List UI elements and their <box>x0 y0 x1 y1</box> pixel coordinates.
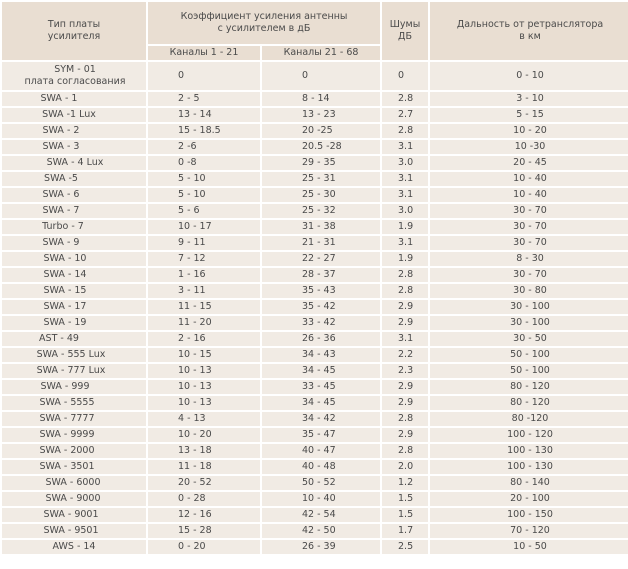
table-row <box>2 92 628 106</box>
header-ch2: Каналы 21 - 68 <box>262 46 380 60</box>
cell-noise: 3.0 <box>382 204 428 218</box>
cell-range: 100 - 130 <box>430 460 628 474</box>
cell-type: SWA - 777 Lux <box>2 364 146 378</box>
cell-range: 10 - 40 <box>430 172 628 186</box>
cell-ch1: 5 - 10 <box>148 188 260 202</box>
cell-ch1: 1 - 16 <box>148 268 260 282</box>
cell-type: SWA - 19 <box>2 316 146 330</box>
cell-type: SWA - 4 Lux <box>2 156 146 170</box>
cell-range: 80 - 120 <box>430 380 628 394</box>
cell-range: 8 - 30 <box>430 252 628 266</box>
cell-noise: 3.1 <box>382 332 428 346</box>
cell-ch2: 34 - 42 <box>262 412 380 426</box>
cell-ch1: 10 - 20 <box>148 428 260 442</box>
header-gain: Коэффициент усиления антенны с усилителем в дБ <box>148 2 380 44</box>
cell-ch2: 13 - 23 <box>262 108 380 122</box>
cell-noise: 3.1 <box>382 236 428 250</box>
header-range: Дальность от ретранслятора в км <box>430 2 628 60</box>
cell-ch2: 35 - 43 <box>262 284 380 298</box>
cell-type: SWA - 6000 <box>2 476 146 490</box>
table-row <box>2 204 628 218</box>
header-type: Тип платы усилителя <box>2 2 146 60</box>
cell-ch1: 0 - 28 <box>148 492 260 506</box>
cell-noise: 1.2 <box>382 476 428 490</box>
cell-type: SWA - 9000 <box>2 492 146 506</box>
cell-ch2: 31 - 38 <box>262 220 380 234</box>
cell-ch2: 42 - 54 <box>262 508 380 522</box>
cell-range: 100 - 130 <box>430 444 628 458</box>
cell-range: 80 - 120 <box>430 396 628 410</box>
cell-noise: 2.9 <box>382 428 428 442</box>
cell-ch1: 2 -6 <box>148 140 260 154</box>
cell-ch2: 26 - 36 <box>262 332 380 346</box>
cell-ch1: 5 - 6 <box>148 204 260 218</box>
table-row <box>2 140 628 154</box>
cell-noise: 2.9 <box>382 300 428 314</box>
cell-type: SWA -1 Lux <box>2 108 146 122</box>
table-row <box>2 540 628 554</box>
cell-ch2: 28 - 37 <box>262 268 380 282</box>
cell-type: SWA - 9001 <box>2 508 146 522</box>
cell-ch1: 15 - 18.5 <box>148 124 260 138</box>
cell-ch2: 34 - 43 <box>262 348 380 362</box>
cell-ch1: 10 - 13 <box>148 380 260 394</box>
cell-ch1: 7 - 12 <box>148 252 260 266</box>
cell-range: 30 - 70 <box>430 220 628 234</box>
table-row <box>2 172 628 186</box>
cell-range: 20 - 45 <box>430 156 628 170</box>
cell-range: 10 - 40 <box>430 188 628 202</box>
cell-ch1: 0 - 20 <box>148 540 260 554</box>
cell-noise: 2.7 <box>382 108 428 122</box>
cell-noise: 2.9 <box>382 396 428 410</box>
cell-noise: 2.8 <box>382 444 428 458</box>
cell-ch2: 21 - 31 <box>262 236 380 250</box>
cell-type: SWA - 2000 <box>2 444 146 458</box>
cell-type: SWA - 7 <box>2 204 146 218</box>
cell-type: SYM - 01 плата согласования <box>2 62 146 90</box>
cell-ch2: 20.5 -28 <box>262 140 380 154</box>
cell-range: 10 - 50 <box>430 540 628 554</box>
table-row <box>2 524 628 538</box>
cell-type: SWA - 14 <box>2 268 146 282</box>
cell-ch2: 25 - 31 <box>262 172 380 186</box>
cell-noise: 3.0 <box>382 156 428 170</box>
cell-type: SWA - 10 <box>2 252 146 266</box>
table-body <box>2 62 628 554</box>
cell-ch2: 50 - 52 <box>262 476 380 490</box>
cell-ch1: 10 - 17 <box>148 220 260 234</box>
cell-range: 30 - 50 <box>430 332 628 346</box>
cell-noise: 2.8 <box>382 412 428 426</box>
table-row <box>2 236 628 250</box>
cell-range: 30 - 70 <box>430 268 628 282</box>
cell-ch1: 13 - 18 <box>148 444 260 458</box>
cell-ch1: 10 - 13 <box>148 396 260 410</box>
cell-ch2: 25 - 30 <box>262 188 380 202</box>
cell-noise: 2.3 <box>382 364 428 378</box>
cell-range: 50 - 100 <box>430 364 628 378</box>
cell-range: 70 - 120 <box>430 524 628 538</box>
cell-range: 10 - 20 <box>430 124 628 138</box>
cell-noise: 1.9 <box>382 252 428 266</box>
table-row <box>2 380 628 394</box>
cell-range: 5 - 15 <box>430 108 628 122</box>
cell-ch1: 11 - 15 <box>148 300 260 314</box>
cell-ch1: 2 - 5 <box>148 92 260 106</box>
cell-noise: 2.2 <box>382 348 428 362</box>
cell-noise: 2.8 <box>382 92 428 106</box>
table-row <box>2 220 628 234</box>
cell-range: 30 - 70 <box>430 204 628 218</box>
cell-type: SWA - 2 <box>2 124 146 138</box>
table-row <box>2 156 628 170</box>
cell-noise: 0 <box>382 62 428 90</box>
cell-ch1: 5 - 10 <box>148 172 260 186</box>
cell-ch2: 22 - 27 <box>262 252 380 266</box>
cell-range: 3 - 10 <box>430 92 628 106</box>
table-row <box>2 364 628 378</box>
table-row <box>2 492 628 506</box>
cell-ch2: 35 - 47 <box>262 428 380 442</box>
cell-type: SWA - 15 <box>2 284 146 298</box>
cell-ch2: 33 - 45 <box>262 380 380 394</box>
cell-range: 80 - 140 <box>430 476 628 490</box>
cell-range: 20 - 100 <box>430 492 628 506</box>
cell-ch2: 40 - 47 <box>262 444 380 458</box>
cell-type: SWA - 5555 <box>2 396 146 410</box>
header-noise: Шумы ДБ <box>382 2 428 60</box>
cell-type: SWA - 7777 <box>2 412 146 426</box>
cell-ch1: 12 - 16 <box>148 508 260 522</box>
cell-ch1: 11 - 18 <box>148 460 260 474</box>
cell-ch1: 10 - 13 <box>148 364 260 378</box>
cell-ch1: 2 - 16 <box>148 332 260 346</box>
header-ch1: Каналы 1 - 21 <box>148 46 260 60</box>
cell-ch2: 26 - 39 <box>262 540 380 554</box>
cell-type: SWA - 1 <box>2 92 146 106</box>
table-row <box>2 428 628 442</box>
cell-ch2: 29 - 35 <box>262 156 380 170</box>
cell-range: 80 -120 <box>430 412 628 426</box>
table-row <box>2 508 628 522</box>
cell-type: SWA - 6 <box>2 188 146 202</box>
cell-type: Turbo - 7 <box>2 220 146 234</box>
cell-noise: 1.5 <box>382 492 428 506</box>
cell-ch2: 0 <box>262 62 380 90</box>
table-row <box>2 412 628 426</box>
cell-ch1: 10 - 15 <box>148 348 260 362</box>
table-row <box>2 476 628 490</box>
cell-ch2: 35 - 42 <box>262 300 380 314</box>
table-row <box>2 316 628 330</box>
cell-noise: 1.7 <box>382 524 428 538</box>
cell-ch1: 3 - 11 <box>148 284 260 298</box>
table-row <box>2 460 628 474</box>
cell-noise: 1.5 <box>382 508 428 522</box>
table-row <box>2 284 628 298</box>
cell-range: 30 - 100 <box>430 316 628 330</box>
cell-ch2: 34 - 45 <box>262 364 380 378</box>
cell-ch2: 10 - 40 <box>262 492 380 506</box>
table-row <box>2 188 628 202</box>
table-row <box>2 268 628 282</box>
cell-noise: 3.1 <box>382 140 428 154</box>
cell-ch1: 4 - 13 <box>148 412 260 426</box>
table-row <box>2 108 628 122</box>
cell-range: 30 - 70 <box>430 236 628 250</box>
table-row <box>2 252 628 266</box>
cell-type: SWA - 17 <box>2 300 146 314</box>
table-row <box>2 348 628 362</box>
cell-noise: 3.1 <box>382 188 428 202</box>
cell-noise: 2.5 <box>382 540 428 554</box>
cell-range: 30 - 100 <box>430 300 628 314</box>
cell-type: SWA - 3 <box>2 140 146 154</box>
cell-ch1: 11 - 20 <box>148 316 260 330</box>
cell-ch1: 15 - 28 <box>148 524 260 538</box>
cell-range: 50 - 100 <box>430 348 628 362</box>
cell-ch2: 25 - 32 <box>262 204 380 218</box>
table-row <box>2 332 628 346</box>
cell-range: 0 - 10 <box>430 62 628 90</box>
cell-type: SWA - 3501 <box>2 460 146 474</box>
cell-type: SWA - 555 Lux <box>2 348 146 362</box>
table-row <box>2 124 628 138</box>
cell-range: 100 - 120 <box>430 428 628 442</box>
cell-noise: 1.9 <box>382 220 428 234</box>
cell-ch2: 40 - 48 <box>262 460 380 474</box>
cell-ch1: 13 - 14 <box>148 108 260 122</box>
cell-range: 10 -30 <box>430 140 628 154</box>
cell-type: SWA - 999 <box>2 380 146 394</box>
cell-noise: 2.8 <box>382 284 428 298</box>
cell-ch1: 0 -8 <box>148 156 260 170</box>
table-row <box>2 444 628 458</box>
cell-type: SWA - 9 <box>2 236 146 250</box>
cell-type: SWA - 9999 <box>2 428 146 442</box>
cell-range: 30 - 80 <box>430 284 628 298</box>
cell-ch2: 33 - 42 <box>262 316 380 330</box>
cell-ch2: 8 - 14 <box>262 92 380 106</box>
cell-ch2: 20 -25 <box>262 124 380 138</box>
cell-type: AWS - 14 <box>2 540 146 554</box>
cell-noise: 2.9 <box>382 316 428 330</box>
cell-type: SWA - 9501 <box>2 524 146 538</box>
table-row <box>2 396 628 410</box>
cell-ch2: 42 - 50 <box>262 524 380 538</box>
cell-ch1: 9 - 11 <box>148 236 260 250</box>
table-row <box>2 62 628 90</box>
cell-noise: 2.0 <box>382 460 428 474</box>
cell-range: 100 - 150 <box>430 508 628 522</box>
cell-type: AST - 49 <box>2 332 146 346</box>
cell-ch1: 0 <box>148 62 260 90</box>
cell-noise: 2.9 <box>382 380 428 394</box>
cell-ch2: 34 - 45 <box>262 396 380 410</box>
cell-noise: 3.1 <box>382 172 428 186</box>
cell-noise: 2.8 <box>382 268 428 282</box>
cell-ch1: 20 - 52 <box>148 476 260 490</box>
cell-noise: 2.8 <box>382 124 428 138</box>
cell-type: SWA -5 <box>2 172 146 186</box>
table-row <box>2 300 628 314</box>
